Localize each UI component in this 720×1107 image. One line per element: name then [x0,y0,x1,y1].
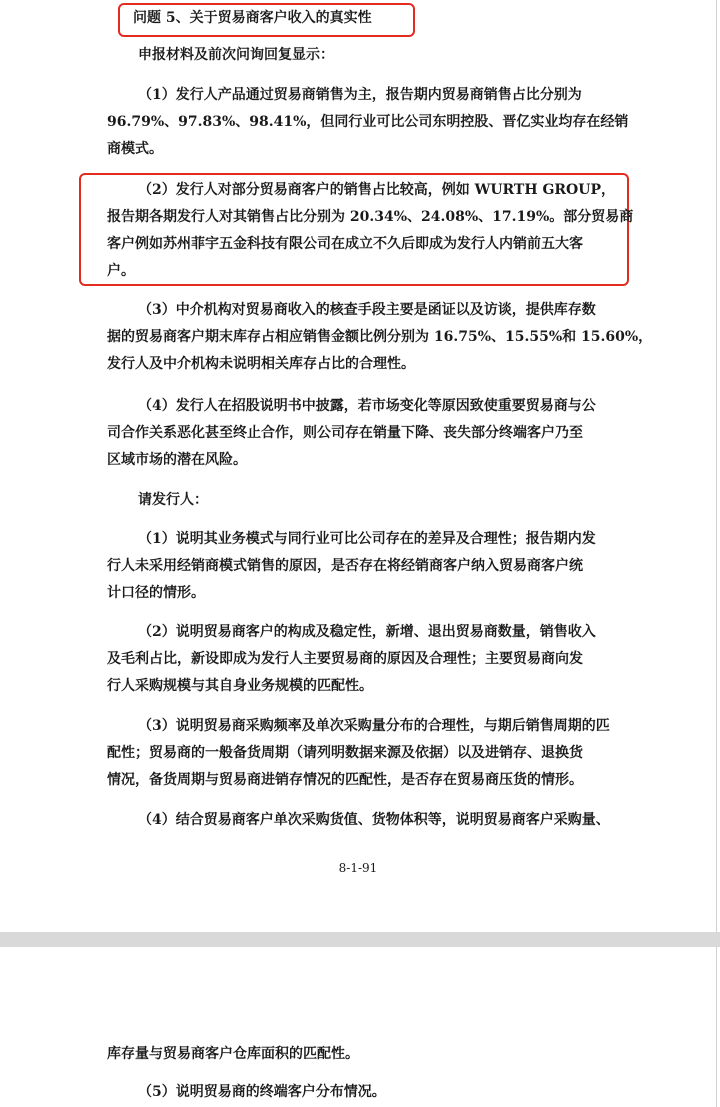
text-line: （1）说明其业务模式与同行业可比公司存在的差异及合理性；报告期内发 [138,531,596,547]
text-line: 客户例如苏州菲宇五金科技有限公司在成立不久后即成为发行人内销前五大客 [107,236,583,252]
text-line: 户。 [107,263,135,279]
text-line: （3）说明贸易商采购频率及单次采购量分布的合理性，与期后销售周期的匹 [138,718,610,734]
text-line: 行人采购规模与其自身业务规模的匹配性。 [107,678,373,694]
text-line: （4）结合贸易商客户单次采购货值、货物体积等，说明贸易商客户采购量、 [138,812,610,828]
text-line: 及毛利占比，新设即成为发行人主要贸易商的原因及合理性；主要贸易商向发 [107,651,583,667]
question-title: 问题 5、关于贸易商客户收入的真实性 [133,10,372,26]
text-line: 库存量与贸易商客户仓库面积的匹配性。 [107,1046,359,1062]
text-line: （3）中介机构对贸易商收入的核查手段主要是函证以及访谈，提供库存数 [138,302,596,318]
text-line: （4）发行人在招股说明书中披露，若市场变化等原因致使重要贸易商与公 [138,398,596,414]
text-line: 行人未采用经销商模式销售的原因，是否存在将经销商客户纳入贸易商客户统 [107,558,583,574]
intro-line: 申报材料及前次问询回复显示： [138,47,334,63]
text-line: （5）说明贸易商的终端客户分布情况。 [138,1084,386,1100]
text-line: 计口径的情形。 [107,585,205,601]
page-separator [0,932,720,947]
text-line: 发行人及中介机构未说明相关库存占比的合理性。 [107,356,415,372]
text-line: 配性；贸易商的一般备货周期（请列明数据来源及依据）以及进销存、退换货 [107,745,583,761]
text-line: 请发行人： [138,492,208,508]
text-line: 商模式。 [107,141,163,157]
text-line: （2）说明贸易商客户的构成及稳定性，新增、退出贸易商数量，销售收入 [138,624,596,640]
text-line: 情况，备货周期与贸易商进销存情况的匹配性，是否存在贸易商压货的情形。 [107,772,583,788]
text-line: （1）发行人产品通过贸易商销售为主，报告期内贸易商销售占比分别为 [138,87,582,103]
text-line: 司合作关系恶化甚至终止合作，则公司存在销量下降、丧失部分终端客户乃至 [107,425,583,441]
text-line: 据的贸易商客户期末库存占相应销售金额比例分别为 16.75%、15.55%和 15.60%， [107,329,653,345]
text-line: （2）发行人对部分贸易商客户的销售占比较高，例如 WURTH GROUP， [138,182,615,198]
page-number: 8-1-91 [338,861,378,875]
text-line: 区域市场的潜在风险。 [107,452,247,468]
text-line: 96.79%、97.83%、98.41%，但同行业可比公司东明控股、晋亿实业均存在经销 [107,114,629,130]
document-page-2 [0,947,717,1107]
text-line: 报告期各期发行人对其销售占比分别为 20.34%、24.08%、17.19%。部分贸易商 [107,209,634,225]
